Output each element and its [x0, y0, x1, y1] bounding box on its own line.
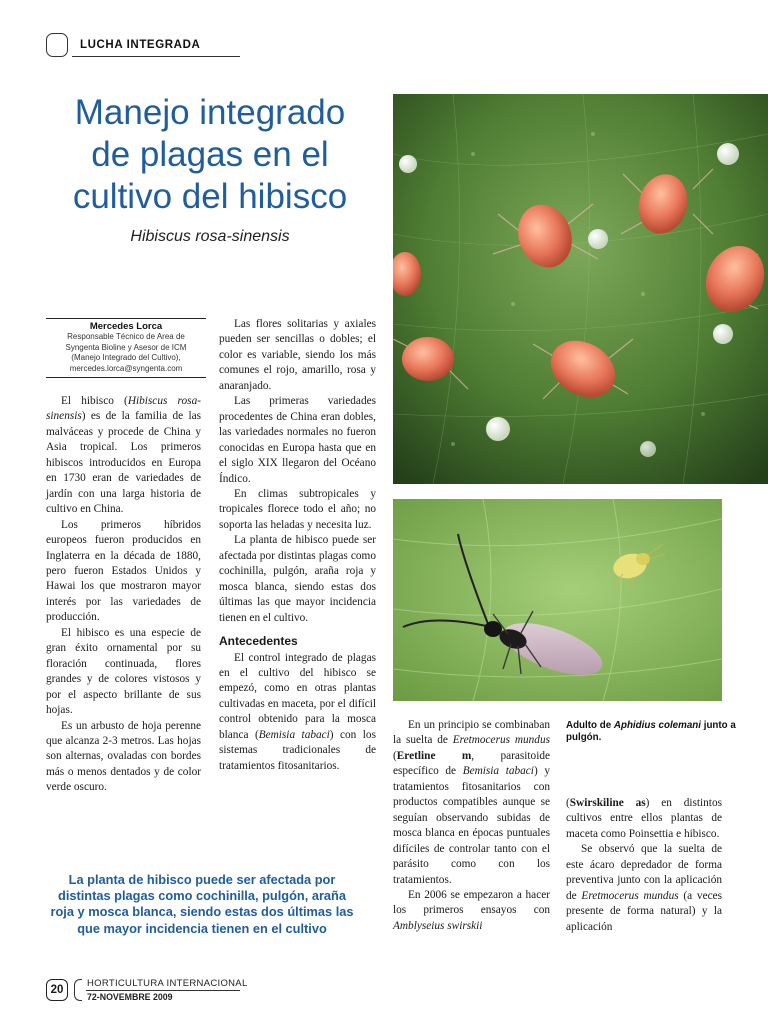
author-name: Mercedes Lorca — [89, 321, 163, 332]
footer-issue: 72-NOVEMBRE 2009 — [87, 992, 173, 1002]
body-column-1 — [46, 394, 201, 796]
paragraph: Los primeros híbridos europeos fueron producidos en Inglaterra en la década de 1880, pero fueron Estados Unidos y Hawai los que mostraron mayor interés por las variedades de producción. — [46, 518, 201, 624]
footer-bracket-icon — [74, 979, 82, 1001]
title-line: Manejo integrado — [74, 93, 346, 132]
body-column-2 — [219, 317, 376, 774]
section-label: LUCHA INTEGRADA — [80, 39, 201, 51]
body-column-3 — [393, 718, 550, 934]
paragraph: Es un arbusto de hoja perenne que alcanza 2-3 metros. Las hojas son alternas, ovaladas con bordes más o menos dentados y de color verde oscuro. — [46, 719, 201, 794]
section-rule — [72, 56, 240, 57]
title-line: cultivo del hibisco — [72, 177, 348, 216]
paragraph: El hibisco (Hibiscus rosa-sinensis) es de la familia de las malváceas y procede de China y Asia tropical. Los primeros hibiscos introducidos en Europa en 1730 eran de variedades de jardín con una larga historia de cultivo en China. — [46, 395, 201, 516]
body-column-4 — [566, 796, 722, 935]
author-line: (Manejo Integrado del Cultivo), — [71, 353, 181, 363]
paragraph: Se observó que la suelta de este ácaro depredador de forma preventiva junto con la aplicación de Eretmocerus mundus (a veces presente de forma natural) y la aplicación — [566, 843, 723, 933]
section-heading: Antecedentes — [219, 634, 298, 649]
paragraph: La planta de hibisco puede ser afectada por distintas plagas como cochinilla, pulgón, araña roja y mosca blanca, siendo estas dos últimas las que mayor incidencia tienen en el cultivo. — [219, 534, 376, 624]
paragraph: Las flores solitarias y axiales pueden ser sencillas o dobles; el color es variable, siendo los más comunes el rojo, amarillo, rosa y anaranjado. — [219, 318, 376, 392]
article-subtitle: Hibiscus rosa-sinensis — [130, 228, 290, 245]
paragraph: En climas subtropicales y tropicales florece todo el año; no soporta las heladas y necesita luz. — [219, 487, 376, 531]
photo-caption: Adulto de Aphidius colemani junto a pulgón. — [566, 720, 736, 743]
aphidius-photo — [393, 499, 722, 701]
article-title — [40, 92, 380, 218]
paragraph: En un principio se combinaban la suelta de Eretmocerus mundus (Eretline m, parasitoide específico de Bemisia tabaci) y tratamientos fitosanitarios con productos compatibles aunque se seguían observando subidas de mosca blanca en épocas puntuales difíciles de controlar tanto con el parásito como con los tratamientos. — [393, 719, 551, 886]
pull-quote: La planta de hibisco puede ser afectada por distintas plagas como cochinilla, pulgón, araña roja y mosca blanca, siendo estas dos últimas las que mayor incidencia tienen en el cultivo — [50, 872, 354, 936]
author-line: Syngenta Bioline y Asesor de ICM — [65, 342, 187, 352]
page-number: 20 — [46, 979, 68, 1001]
section-tab-icon — [46, 33, 68, 57]
paragraph: Las primeras variedades procedentes de China eran dobles, las variedades normales no fueron conocidas en Europa hasta que en el siglo XIX llegaron del Océano Índico. — [219, 395, 376, 485]
paragraph: El hibisco es una especie de gran éxito ornamental por su floración continuada, flores grandes y de colores vistosos y por el aspecto brillante de sus hojas. — [46, 626, 201, 717]
author-email: mercedes.lorca@syngenta.com — [69, 363, 183, 373]
paragraph: El control integrado de plagas en el cultivo del hibisco se empezó, como en otras plantas cultivadas en maceta, por el difícil control obtenido para la mosca blanca (Bemisia tabaci) con los sistemas tradicionales de tratamientos fitosanitarios. — [219, 651, 376, 772]
spider-mites-photo — [393, 94, 768, 484]
author-box — [46, 318, 206, 378]
footer-rule — [86, 990, 240, 991]
footer-publication: HORTICULTURA INTERNACIONAL — [87, 978, 248, 989]
paragraph: En 2006 se empezaron a hacer los primeros ensayos con Amblyseius swirskii — [393, 888, 550, 932]
author-line: Responsable Técnico de Area de — [67, 332, 185, 341]
paragraph: (Swirskiline as) en distintos cultivos entre ellos plantas de maceta como Poinsettia e hibisco. — [566, 797, 722, 840]
title-line: de plagas en el — [91, 135, 329, 174]
